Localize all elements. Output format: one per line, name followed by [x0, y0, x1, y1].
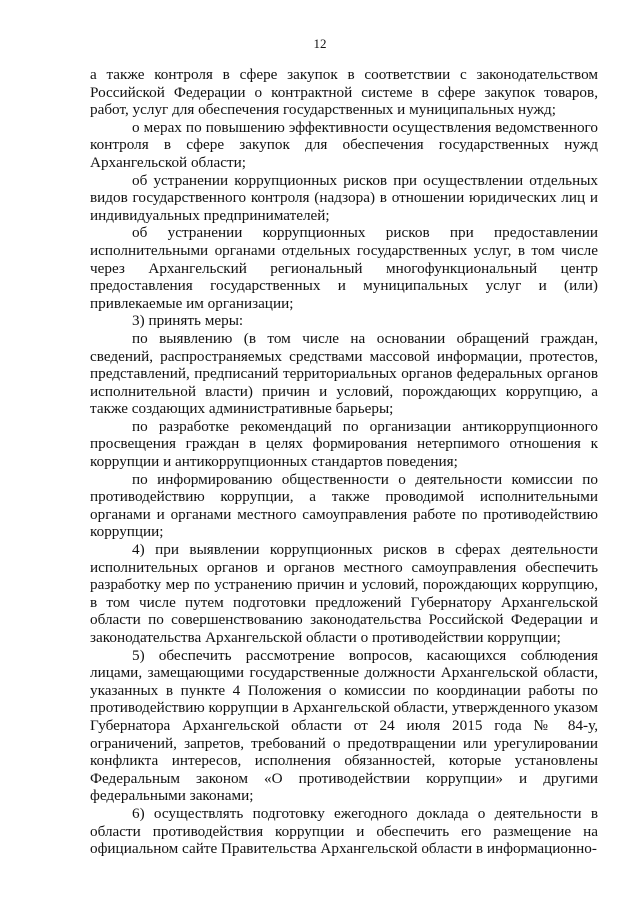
list-item: 4) при выявлении коррупционных рисков в сферах деятельности исполнительных органов и органов местного самоуправления обеспечить разработку мер по устранению причин и условий, порождающих коррупцию, в том числе путем подготовки предложений Губернатору Архангельской области по совершенствованию законодательства Российской Федерации и законодательства Архангельской области о противодействии коррупции;	[90, 541, 598, 646]
list-item: 5) обеспечить рассмотрение вопросов, касающихся соблюдения лицами, замещающими государственные должности Архангельской области, указанных в пункте 4 Положения о комиссии по координации работы по противодействию коррупции в Архангельской области, утвержденного указом Губернатора Архангельской области от 24 июля 2015 года № 84-у, ограничений, запретов, требований о предотвращении или урегулировании конфликта интересов, исполнения обязанностей, которые установлены Федеральным законом «О противодействии коррупции» и другими федеральными законами;	[90, 646, 598, 805]
list-item: 3) принять меры:	[132, 312, 244, 330]
paragraph: по информированию общественности о деятельности комиссии по противодействию коррупции, а также проводимой исполнительными органами и органами местного самоуправления работе по противодействию коррупции;	[90, 470, 598, 541]
paragraph: по разработке рекомендаций по организации антикоррупционного просвещения граждан в целях формирования нетерпимого отношения к коррупции и антикоррупционных стандартов поведения;	[90, 417, 598, 471]
paragraph: о мерах по повышению эффективности осуществления ведомственного контроля в сфере закупок для обеспечения государственных нужд Архангельской области;	[90, 118, 598, 171]
paragraph: об устранении коррупционных рисков при осуществлении отдельных видов государственного контроля (надзора) в отношении юридических лиц и индивидуальных предпринимателей;	[90, 171, 598, 224]
paragraph: по выявлению (в том числе на основании обращений граждан, сведений, распространяемых средствами массовой информации, протестов, представлений, предписаний территориальных органов федеральных органов исполнительной власти) причин и условий, порождающих коррупцию, а также создающих административные барьеры;	[90, 329, 598, 418]
page-number: 12	[313, 36, 327, 51]
paragraph: а также контроля в сфере закупок в соответствии с законодательством Российской Федерации о контрактной системе в сфере закупок товаров, работ, услуг для обеспечения государственных и муниципальных нужд;	[90, 66, 598, 119]
list-item: 6) осуществлять подготовку ежегодного доклада о деятельности в области противодействия коррупции и обеспечить его размещение на официальном сайте Правительства Архангельской области в информационно-	[90, 804, 598, 858]
paragraph: об устранении коррупционных рисков при предоставлении исполнительными органами отдельных государственных услуг, в том числе через Архангельский региональный многофункциональный центр предоставления государственных и муниципальных услуг и (или) привлекаемые им организации;	[90, 224, 598, 312]
document-body	[90, 66, 598, 858]
